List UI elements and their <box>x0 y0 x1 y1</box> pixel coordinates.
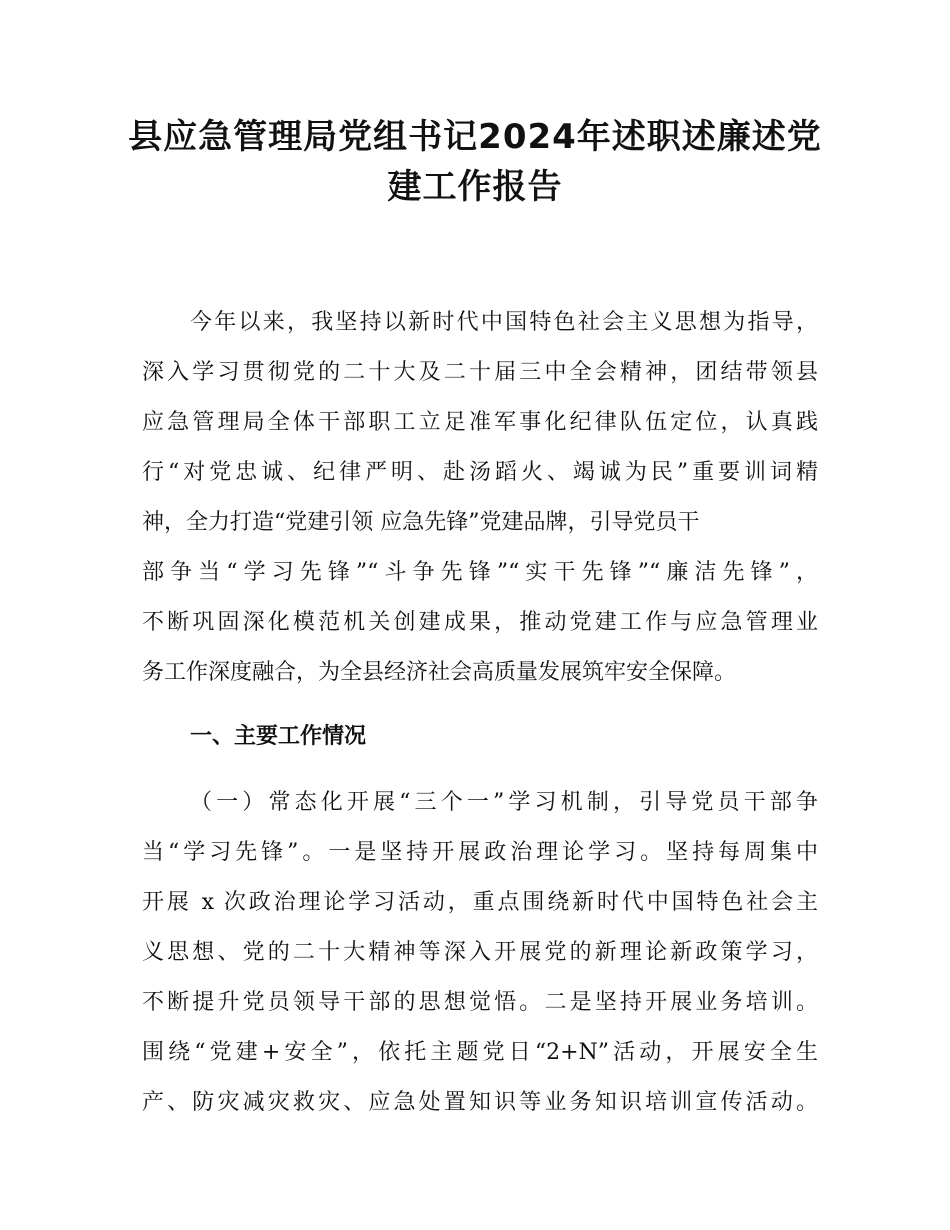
paragraph-2-line-7: 产、防灾减灾救灾、应急处置知识等业务知识培训宣传活动。 <box>142 1090 818 1115</box>
paragraph-1-line-7: 不断巩固深化模范机关创建成果，推动党建工作与应急管理业 <box>142 610 818 635</box>
paragraph-2-line-3: 开展 x 次政治理论学习活动，重点围绕新时代中国特色社会主 <box>142 890 818 915</box>
paragraph-1-line-4: 行“对党忠诚、纪律严明、赴汤蹈火、竭诚为民”重要训词精 <box>142 460 818 485</box>
section-1-heading: 一、主要工作情况 <box>190 724 367 749</box>
title-line-1: 县应急管理局党组书记2024年述职述廉述党 <box>128 117 822 157</box>
paragraph-2-line-6: 围绕“党建+安全”，依托主题党日“2+N”活动，开展安全生 <box>142 1040 818 1065</box>
title-line-2: 建工作报告 <box>387 167 563 207</box>
paragraph-1-line-1: 今年以来，我坚持以新时代中国特色社会主义思想为指导， <box>190 310 818 335</box>
paragraph-1-line-6: 部争当“学习先锋”“斗争先锋”“实干先锋”“廉洁先锋”， <box>142 560 818 585</box>
paragraph-2-line-5: 不断提升党员领导干部的思想觉悟。二是坚持开展业务培训。 <box>142 990 818 1015</box>
paragraph-2-line-1: （一）常态化开展“三个一”学习机制，引导党员干部争 <box>190 790 818 815</box>
paragraph-2-line-4: 义思想、党的二十大精神等深入开展党的新理论新政策学习， <box>142 940 818 965</box>
paragraph-1-line-8: 务工作深度融合，为全县经济社会高质量发展筑牢安全保障。 <box>142 660 737 685</box>
paragraph-1-line-2: 深入学习贯彻党的二十大及二十届三中全会精神，团结带领县 <box>142 360 818 385</box>
paragraph-2-line-2: 当“学习先锋”。一是坚持开展政治理论学习。坚持每周集中 <box>142 840 818 865</box>
paragraph-1-line-5: 神，全力打造“党建引领 应急先锋”党建品牌，引导党员干 <box>142 510 700 535</box>
document-title <box>100 112 850 212</box>
paragraph-1-line-3: 应急管理局全体干部职工立足准军事化纪律队伍定位，认真践 <box>142 410 818 435</box>
